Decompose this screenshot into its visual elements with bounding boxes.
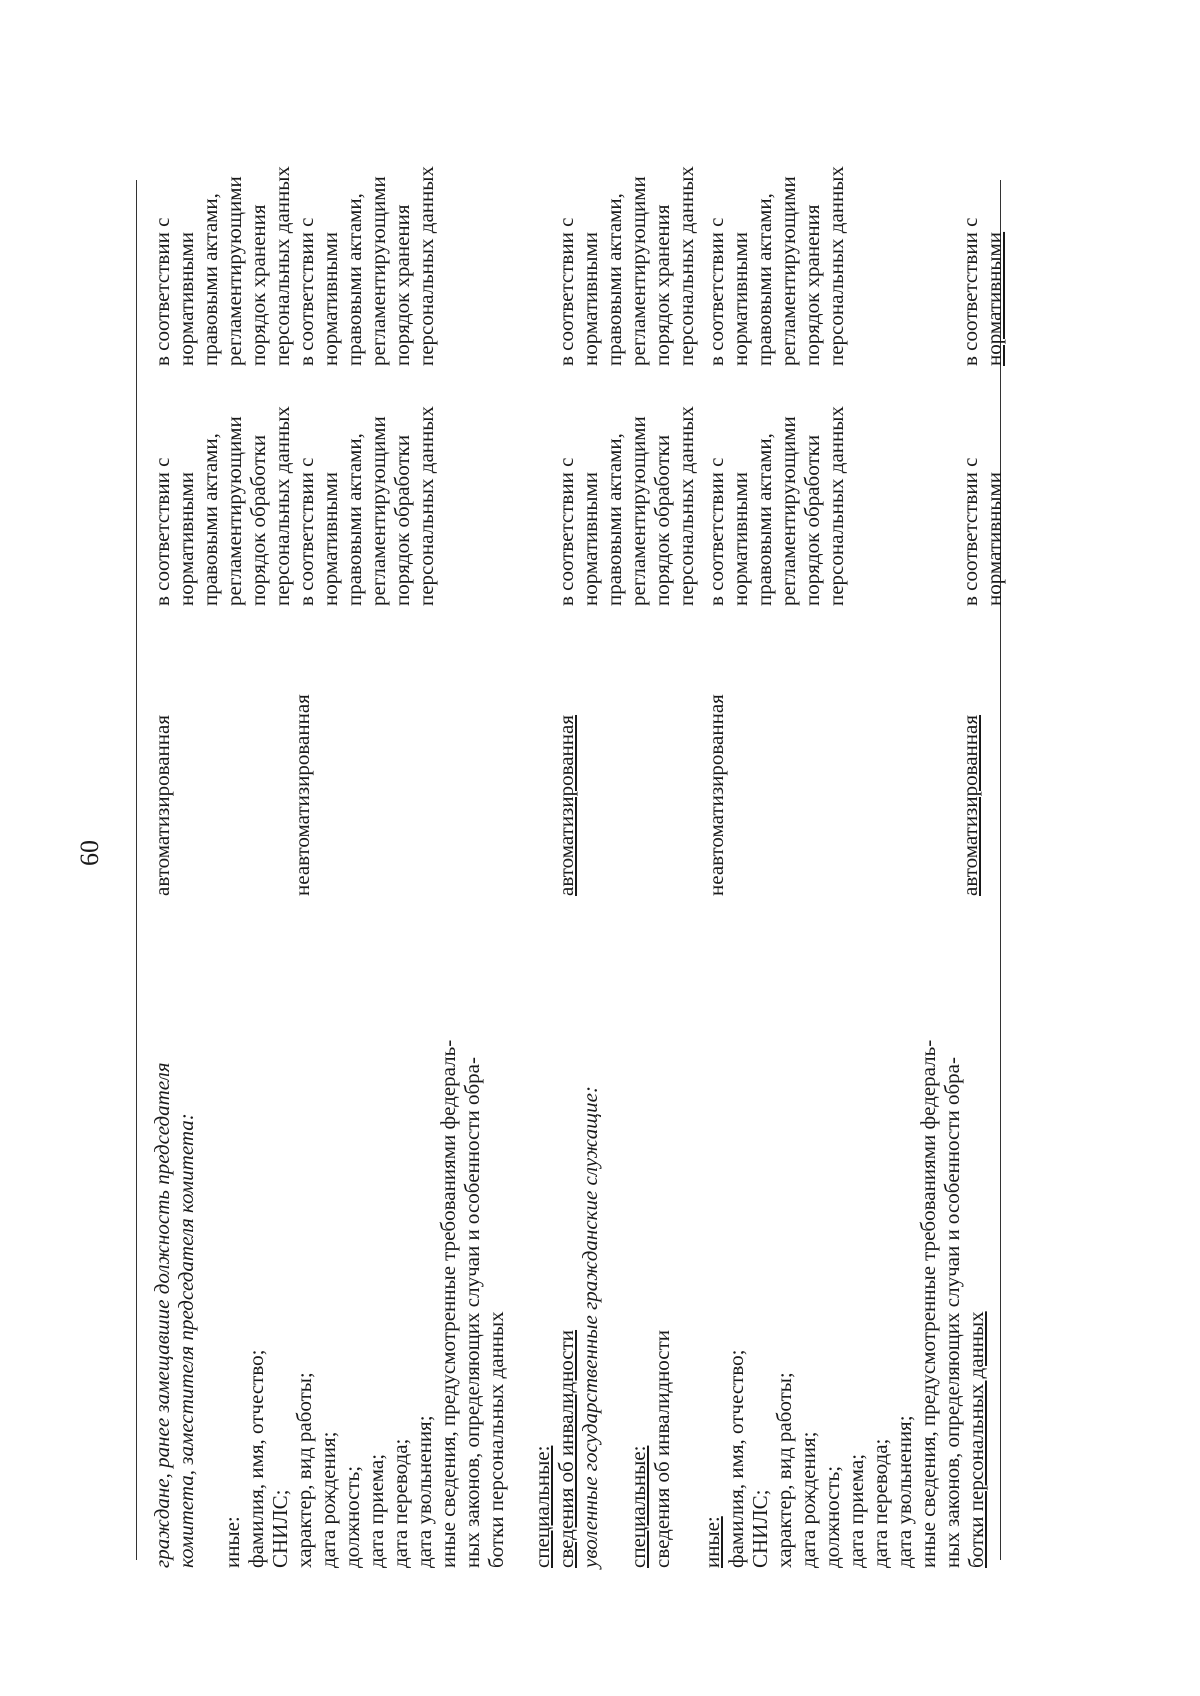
list-item: дата приема; xyxy=(364,1453,388,1568)
list-item: дата рождения; xyxy=(796,1431,820,1568)
method-cell: неавтоматизированная xyxy=(704,694,728,896)
processing-line: регламентирующими xyxy=(626,416,650,606)
list-item: дата увольнения; xyxy=(892,1415,916,1568)
method-cell: неавтоматизированная xyxy=(290,694,314,896)
storage-line: правовыми актами, xyxy=(198,193,222,366)
storage-line: нормативными xyxy=(728,231,752,366)
storage-line: порядок хранения xyxy=(246,204,270,366)
processing-line: нормативными xyxy=(982,471,1006,606)
table-rule xyxy=(136,180,137,1560)
processing-line: порядок обработки xyxy=(800,434,824,606)
list-item: характер, вид работы; xyxy=(772,1372,796,1568)
storage-line: порядок хранения xyxy=(650,204,674,366)
list-item: характер, вид работы; xyxy=(292,1372,316,1568)
group-label: специальные: xyxy=(626,1445,650,1568)
list-item: дата приема; xyxy=(844,1453,868,1568)
group-label: иные: xyxy=(220,1516,244,1568)
method-cell: автоматизированная xyxy=(958,714,982,896)
processing-line: в соответствии с xyxy=(294,457,318,606)
processing-line: нормативными xyxy=(728,471,752,606)
storage-line: персональных данных xyxy=(674,166,698,366)
list-item: должность; xyxy=(820,1465,844,1568)
storage-line: в соответствии с xyxy=(554,217,578,366)
other-line: ботки персональных данных xyxy=(484,1311,508,1568)
group-label: специальные: xyxy=(530,1445,554,1568)
processing-line: нормативными xyxy=(318,471,342,606)
list-item: фамилия, имя, отчество; xyxy=(724,1349,748,1568)
category-label: уволенные государственные гражданские служащие: xyxy=(578,1086,602,1568)
other-line: иные сведения, предусмотренные требованиями федераль- xyxy=(436,1039,460,1568)
list-item: фамилия, имя, отчество; xyxy=(244,1349,268,1568)
processing-line: персональных данных xyxy=(414,406,438,606)
storage-line: порядок хранения xyxy=(800,204,824,366)
table-rule xyxy=(1000,180,1001,1560)
processing-line: регламентирующими xyxy=(222,416,246,606)
list-item: дата увольнения; xyxy=(412,1415,436,1568)
category-line: граждане, ранее замещавшие должность председателя xyxy=(150,1062,174,1568)
storage-line: нормативными xyxy=(578,231,602,366)
storage-line: правовыми актами, xyxy=(342,193,366,366)
storage-line: персональных данных xyxy=(414,166,438,366)
storage-line: регламентирующими xyxy=(222,176,246,366)
storage-line: регламентирующими xyxy=(776,176,800,366)
processing-line: нормативными xyxy=(578,471,602,606)
list-item: дата перевода; xyxy=(868,1438,892,1568)
processing-line: правовыми актами, xyxy=(602,433,626,606)
processing-line: порядок обработки xyxy=(390,434,414,606)
storage-line: в соответствии с xyxy=(958,217,982,366)
processing-line: порядок обработки xyxy=(650,434,674,606)
processing-line: правовыми актами, xyxy=(752,433,776,606)
storage-line: в соответствии с xyxy=(704,217,728,366)
storage-line: правовыми актами, xyxy=(602,193,626,366)
processing-line: в соответствии с xyxy=(554,457,578,606)
storage-line: правовыми актами, xyxy=(752,193,776,366)
storage-line: персональных данных xyxy=(270,166,294,366)
storage-line: персональных данных xyxy=(824,166,848,366)
processing-line: персональных данных xyxy=(674,406,698,606)
storage-line: нормативными xyxy=(318,231,342,366)
other-line: ботки персональных данных xyxy=(964,1311,988,1568)
list-item: сведения об инвалидности xyxy=(650,1329,674,1568)
page-number: 60 xyxy=(75,840,104,866)
processing-line: в соответствии с xyxy=(958,457,982,606)
storage-line: порядок хранения xyxy=(390,204,414,366)
processing-line: в соответствии с xyxy=(150,457,174,606)
processing-line: порядок обработки xyxy=(246,434,270,606)
processing-line: правовыми актами, xyxy=(198,433,222,606)
list-item: СНИЛС; xyxy=(748,1489,772,1568)
storage-line: регламентирующими xyxy=(626,176,650,366)
list-item: дата перевода; xyxy=(388,1438,412,1568)
storage-line: нормативными xyxy=(982,231,1006,366)
processing-line: персональных данных xyxy=(270,406,294,606)
list-item: СНИЛС; xyxy=(268,1489,292,1568)
storage-line: в соответствии с xyxy=(150,217,174,366)
processing-line: персональных данных xyxy=(824,406,848,606)
storage-line: нормативными xyxy=(174,231,198,366)
other-line: иные сведения, предусмотренные требованиями федераль- xyxy=(916,1039,940,1568)
processing-line: в соответствии с xyxy=(704,457,728,606)
other-line: ных законов, определяющих случаи и особенности обра- xyxy=(940,1057,964,1568)
storage-line: регламентирующими xyxy=(366,176,390,366)
list-item: дата рождения; xyxy=(316,1431,340,1568)
storage-line: в соответствии с xyxy=(294,217,318,366)
processing-line: нормативными xyxy=(174,471,198,606)
list-item: должность; xyxy=(340,1465,364,1568)
method-cell: автоматизированная xyxy=(554,714,578,896)
group-label: иные: xyxy=(700,1516,724,1568)
processing-line: правовыми актами, xyxy=(342,433,366,606)
processing-line: регламентирующими xyxy=(776,416,800,606)
processing-line: регламентирующими xyxy=(366,416,390,606)
category-line: комитета, заместителя председателя комитета: xyxy=(174,1113,198,1568)
other-line: ных законов, определяющих случаи и особенности обра- xyxy=(460,1057,484,1568)
method-cell: автоматизированная xyxy=(150,714,174,896)
list-item: сведения об инвалидности xyxy=(554,1329,578,1568)
